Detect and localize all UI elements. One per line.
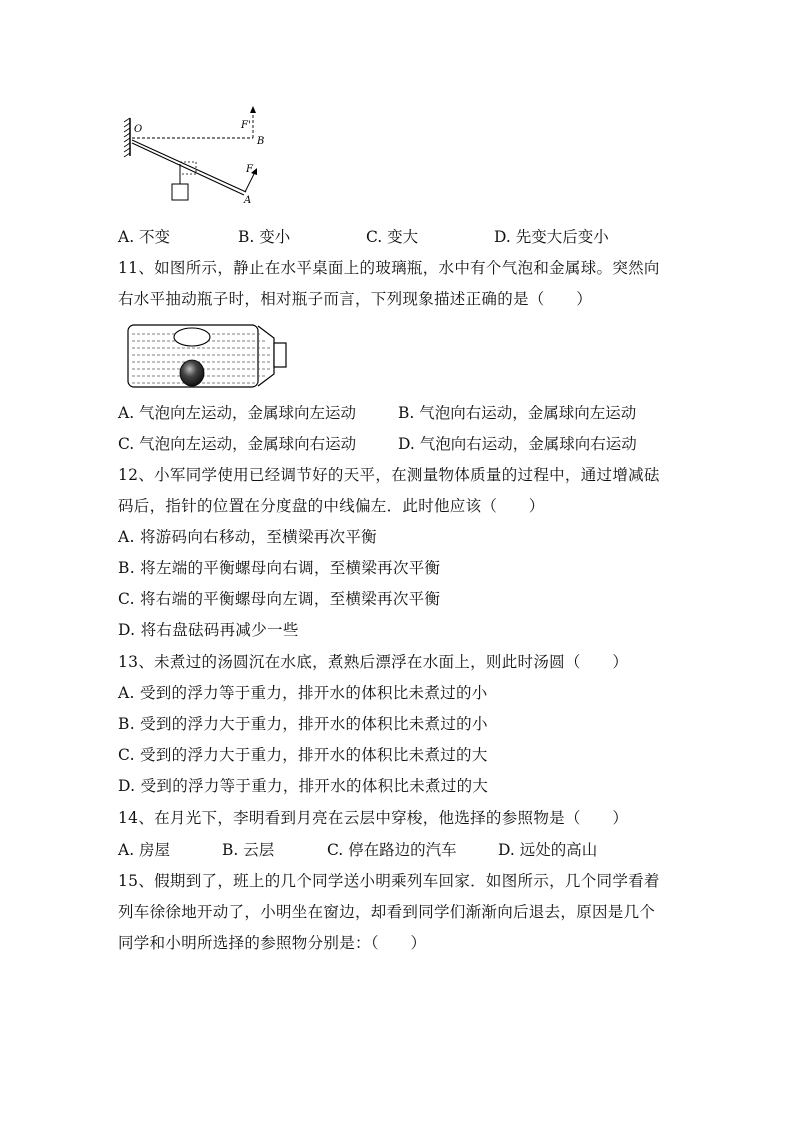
q15-stem-line1: 15、假期到了，班上的几个同学送小明乘列车回家．如图所示，几个同学看着 — [118, 872, 660, 890]
bottle-cap — [274, 343, 286, 367]
q14-option-d: D. 远处的高山 — [498, 841, 598, 859]
bottle-neck — [258, 326, 274, 386]
wall-hatch — [124, 118, 130, 157]
q13-option-b: B. 受到的浮力大于重力，排开水的体积比未煮过的小 — [118, 715, 488, 733]
q15-stem-line2: 列车徐徐地开动了，小明坐在窗边，却看到同学们渐渐向后退去，原因是几个 — [118, 903, 656, 921]
q11-option-c: C. 气泡向左运动，金属球向右运动 — [118, 435, 357, 453]
q11-option-b: B. 气泡向右运动，金属球向左运动 — [398, 404, 637, 422]
q10-option-d: D. 先变大后变小 — [494, 228, 609, 246]
q13-option-d: D. 受到的浮力等于重力，排开水的体积比未煮过的大 — [118, 777, 489, 795]
q12-stem-line2: 码后，指针的位置在分度盘的中线偏左．此时他应该（ ） — [118, 497, 545, 515]
q14-stem-line1: 14、在月光下，李明看到月亮在云层中穿梭，他选择的参照物是（ ） — [118, 809, 629, 827]
q10-option-c: C. 变大 — [366, 228, 419, 246]
q11-stem-line2: 右水平抽动瓶子时，相对瓶子而言，下列现象描述正确的是（ ） — [118, 290, 593, 308]
q11-stem-line1: 11、如图所示，静止在水平桌面上的玻璃瓶，水中有个气泡和金属球。突然向 — [118, 259, 660, 277]
q12-option-c: C. 将右端的平衡螺母向左调，至横梁再次平衡 — [118, 590, 441, 608]
label-fprime: F' — [241, 120, 251, 131]
q14-option-c: C. 停在路边的汽车 — [327, 841, 457, 859]
weight-block — [172, 184, 188, 200]
q12-option-d: D. 将右盘砝码再减少一些 — [118, 621, 299, 639]
q15-stem-line3: 同学和小明所选择的参照物分别是：（ ） — [118, 934, 427, 952]
force-f-arrow — [245, 172, 255, 192]
q10-option-b: B. 变小 — [238, 228, 291, 246]
q13-stem-line1: 13、未煮过的汤圆沉在水底，煮熟后漂浮在水面上，则此时汤圆（ ） — [118, 653, 629, 671]
q13-option-c: C. 受到的浮力大于重力，排开水的体积比未煮过的大 — [118, 746, 488, 764]
metal-ball — [180, 360, 204, 386]
air-bubble — [174, 328, 210, 346]
q12-stem-line1: 12、小军同学使用已经调节好的天平，在测量物体质量的过程中，通过增减砝 — [118, 466, 660, 484]
q14-option-a: A. 房屋 — [118, 841, 171, 859]
q13-option-a: A. 受到的浮力等于重力，排开水的体积比未煮过的小 — [118, 684, 488, 702]
label-o: O — [134, 124, 143, 135]
lever-figure — [120, 104, 280, 208]
label-b: B — [257, 136, 265, 147]
bottle-figure — [126, 322, 292, 392]
q11-option-d: D. 气泡向右运动，金属球向右运动 — [398, 435, 637, 453]
lever-rod — [132, 140, 246, 192]
q10-option-a: A. 不变 — [118, 228, 171, 246]
label-f: F — [246, 164, 253, 175]
q12-option-b: B. 将左端的平衡螺母向右调，至横梁再次平衡 — [118, 559, 441, 577]
q11-option-a: A. 气泡向左运动，金属球向左运动 — [118, 404, 357, 422]
q14-option-b: B. 云层 — [222, 841, 275, 859]
label-a: A — [244, 195, 252, 206]
q12-option-a: A. 将游码向右移动，至横梁再次平衡 — [118, 528, 377, 546]
